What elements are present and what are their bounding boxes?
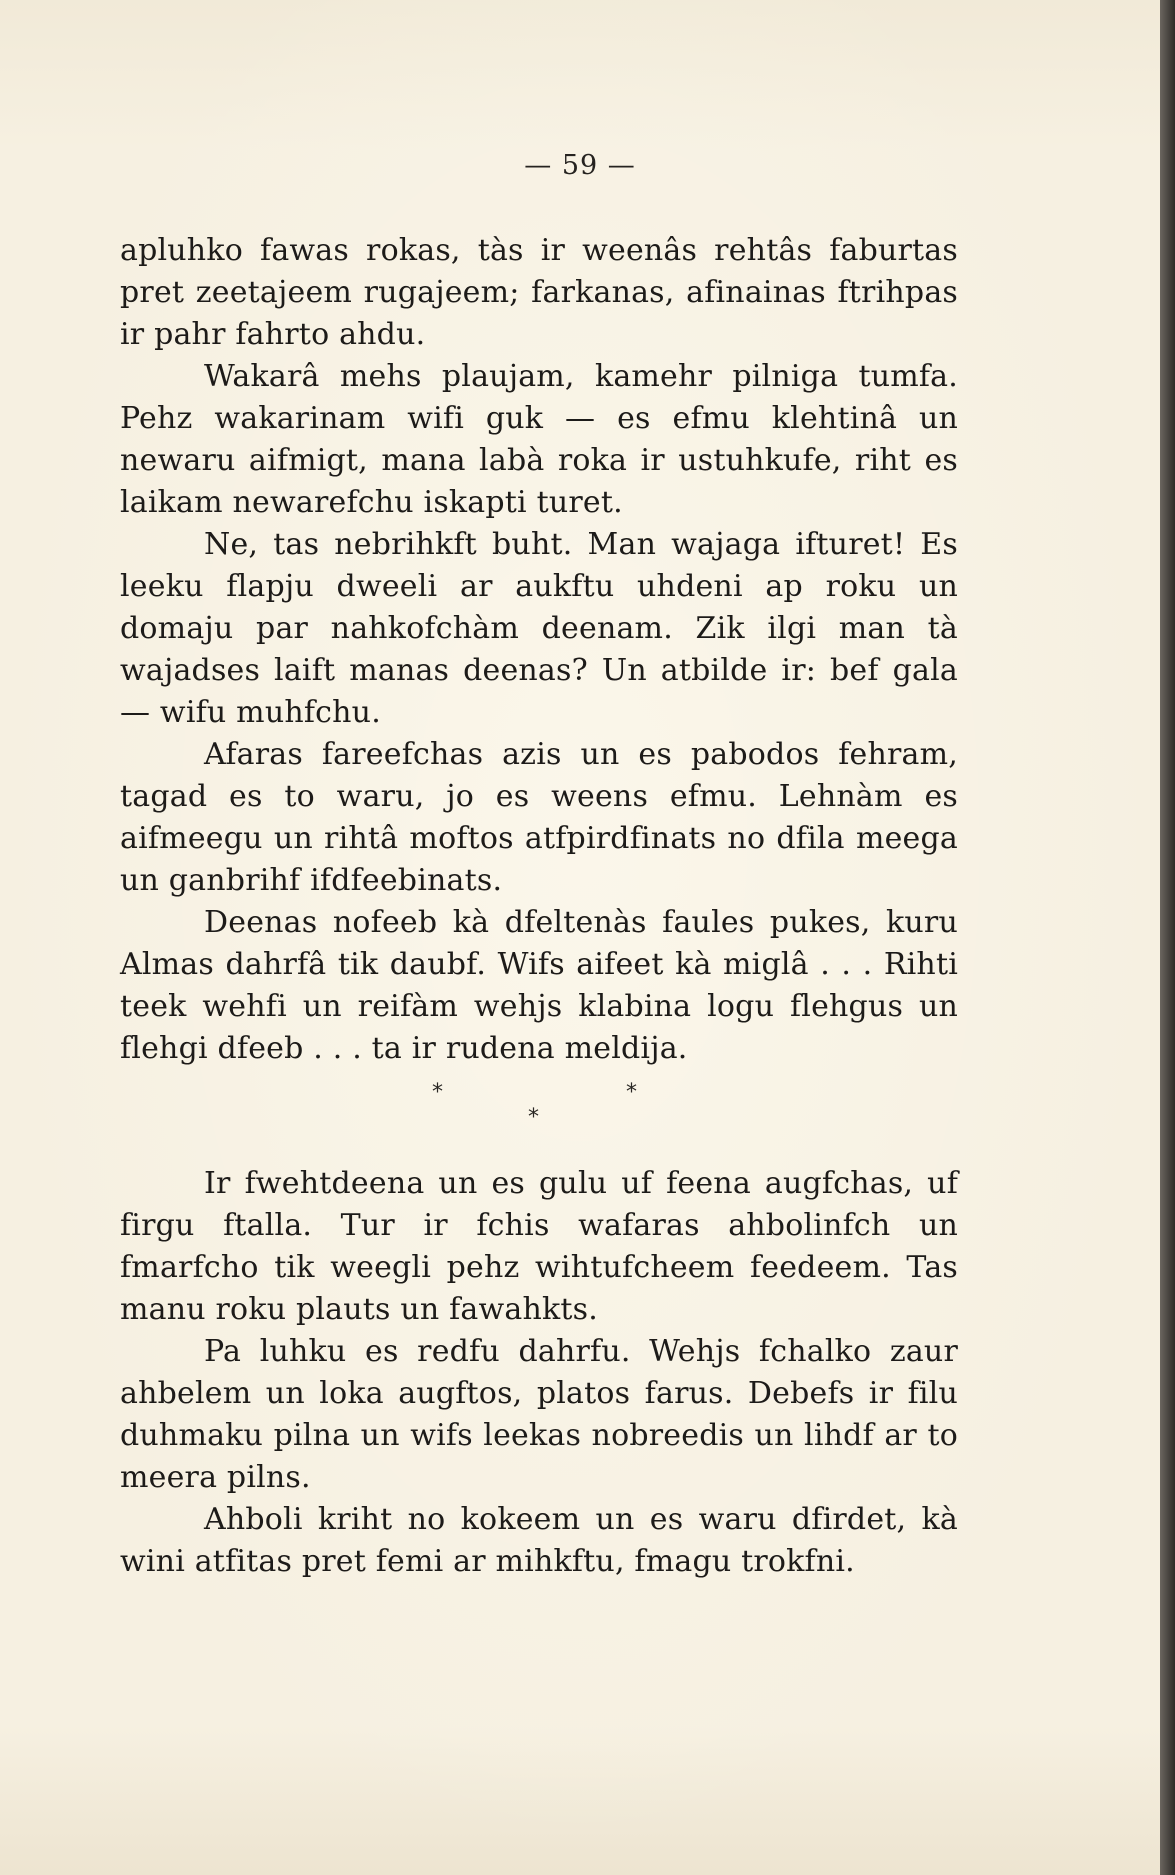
section-separator (0, 1080, 1160, 1140)
page-edge-shadow (1160, 0, 1175, 1875)
paragraph-continued: apluhko fawas rokas, tàs ir weenâs rehtâs faburtas pret zeetajeem rugajeem; farkanas, afinainas ftrihpas ir pahr fahrto ahdu. (120, 233, 958, 352)
asterisk-mark: * (626, 1080, 637, 1105)
paragraph: Wakarâ mehs plaujam, kamehr pilniga tumfa. Pehz wakarinam wifi guk — es efmu klehtinâ un newaru aifmigt, mana labà roka ir ustuhkufe, riht es laikam newarefchu iskapti turet. (120, 359, 958, 520)
paragraph: Afaras fareefchas azis un es pabodos fehram, tagad es to waru, jo es weens efmu. Lehnàm es aifmeegu un rihtâ moftos atfpirdfinats no dfila meega un ganbrihf ifdfeebinats. (120, 737, 958, 898)
paragraph: Ir fwehtdeena un es gulu uf feena augfchas, uf firgu ftalla. Tur ir fchis wafaras ahbolinfch un fmarfcho tik weegli pehz wihtufcheem feedeem. Tas manu roku plauts un fawahkts. (120, 1166, 958, 1327)
asterisk-mark: * (528, 1105, 539, 1130)
paragraph: Ne, tas nebrihkft buht. Man wajaga ifturet! Es leeku flapju dweeli ar aukftu uhdeni ap roku un domaju par nahkofchàm deenam. Zik ilgi man tà wajadses laift manas deenas? Un atbilde ir: bef gala — wifu muhfchu. (120, 527, 958, 730)
text-section-2 (120, 1163, 958, 1583)
asterisk-mark: * (432, 1080, 443, 1105)
paragraph: Deenas nofeeb kà dfeltenàs faules pukes, kuru Almas dahrfâ tik daubf. Wifs aifeet kà miglâ . . . Rihti teek wehfi un reifàm wehjs klabina logu flehgus un flehgi dfeeb . . . ta ir rudena meldija. (120, 905, 958, 1066)
paragraph: Pa luhku es redfu dahrfu. Wehjs fchalko zaur ahbelem un loka augftos, platos farus. Debefs ir filu duhmaku pilna un wifs leekas nobreedis un lihdf ar to meera pilns. (120, 1334, 958, 1495)
paragraph: Ahboli kriht no kokeem un es waru dfirdet, kà wini atfitas pret femi ar mihkftu, fmagu trokfni. (120, 1502, 958, 1579)
page-number: — 59 — (524, 150, 636, 181)
text-section-1 (120, 230, 958, 1070)
